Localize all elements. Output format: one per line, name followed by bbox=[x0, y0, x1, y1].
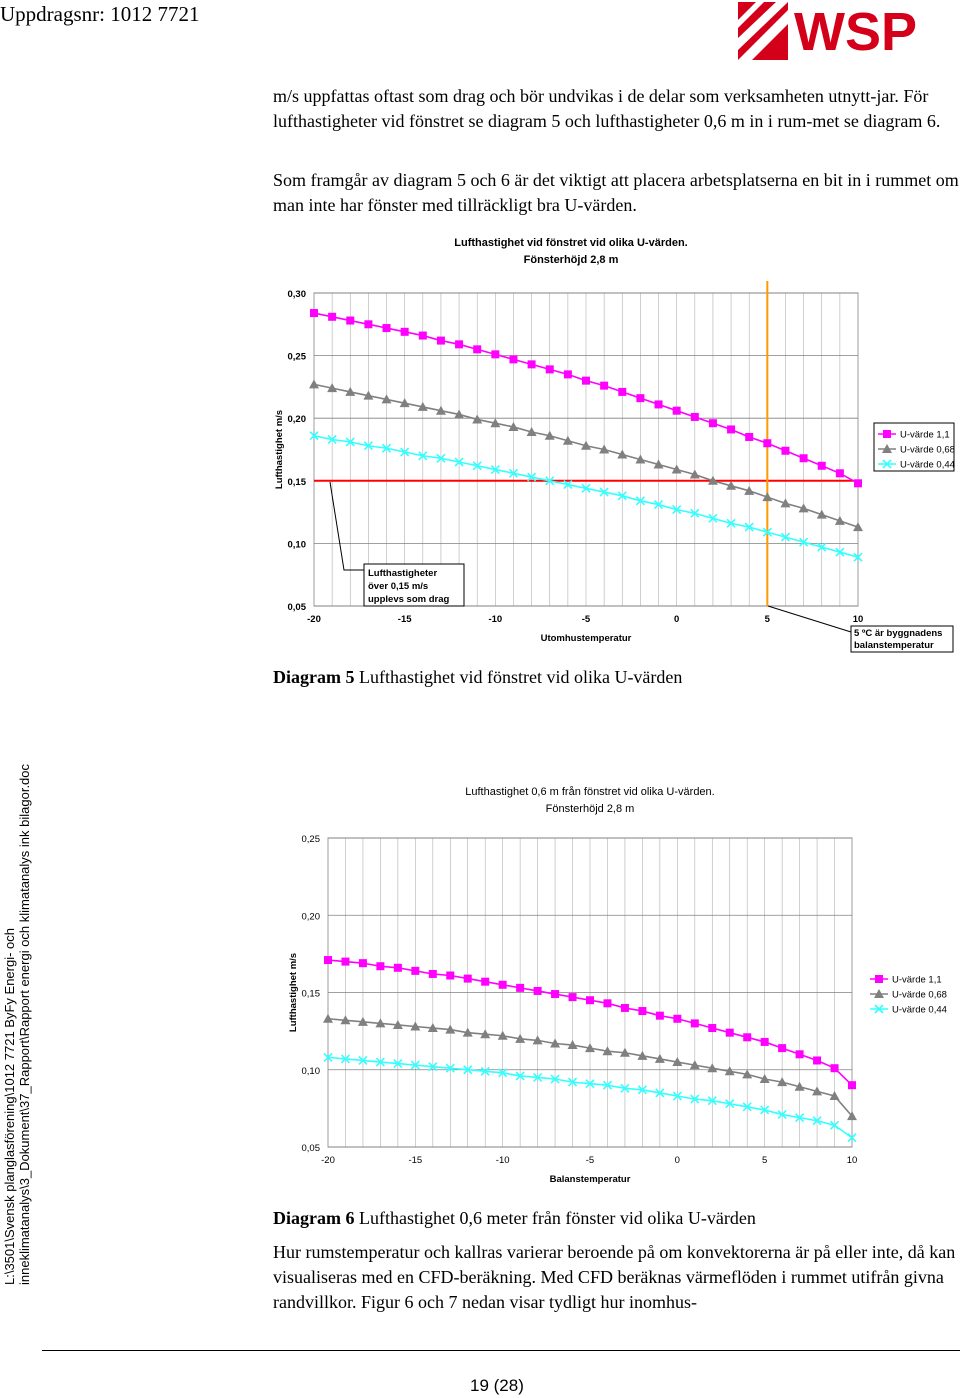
x-tick-label: -15 bbox=[397, 614, 412, 625]
legend-entry: U-värde 1,1 bbox=[892, 974, 942, 986]
data-point bbox=[796, 1050, 804, 1058]
x-tick-label: 10 bbox=[846, 1155, 858, 1166]
caption-text: Lufthastighet 0,6 meter från fönster vid olika U-värden bbox=[354, 1208, 756, 1228]
x-tick-label: 0 bbox=[674, 1155, 680, 1166]
caption-label: Diagram 6 bbox=[273, 1208, 355, 1228]
data-point bbox=[551, 990, 559, 998]
y-tick-label: 0,10 bbox=[287, 539, 306, 551]
drag-annotation-text: upplevs som drag bbox=[368, 594, 450, 605]
y-tick-label: 0,10 bbox=[301, 1065, 320, 1077]
y-tick-label: 0,05 bbox=[301, 1143, 320, 1154]
drag-annotation-text: Lufthastigheter bbox=[368, 568, 438, 579]
page-number: 19 (28) bbox=[470, 1376, 524, 1395]
data-point bbox=[569, 993, 577, 1001]
x-tick-label: -5 bbox=[585, 1155, 595, 1166]
x-tick-label: -10 bbox=[488, 614, 503, 625]
header-title: Uppdragsnr: 1012 7721 bbox=[0, 2, 200, 26]
data-point bbox=[638, 1007, 646, 1015]
x-axis-label: Utomhustemperatur bbox=[540, 633, 632, 644]
y-axis-label: Lufthastighet m/s bbox=[274, 409, 285, 490]
x-tick-label: 0 bbox=[674, 614, 680, 625]
closing-paragraph: Hur rumstemperatur och kallras varierar beroende på om konvektorerna är på eller inte, då kan visualiseras med en CFD-beräkning. Med CFD beräknas värmeflöden i rummet utifrån givna randvillkor. Figur 6 och 7 nedan visar tydligt hur inomhus- bbox=[273, 1242, 956, 1312]
data-point bbox=[761, 1038, 769, 1046]
paragraph-1: m/s uppfattas oftast som drag och bör undvikas i de delar som verksamheten utnytt-jar. För lufthastigheter vid fönstret se diagram 5 och lufthastigheter 0,6 m in i rum-met se diagram 6. bbox=[273, 86, 941, 131]
data-point bbox=[376, 962, 384, 970]
balance-annotation-text: 5 ºC är byggnadens bbox=[854, 628, 943, 639]
chart-title: Lufthastighet 0,6 m från fönstret vid olika U-värden. bbox=[465, 786, 715, 798]
y-axis-label: Lufthastighet m/s bbox=[288, 952, 299, 1033]
legend-entry: U-värde 0,44 bbox=[892, 1004, 947, 1016]
data-point bbox=[813, 1056, 821, 1064]
x-tick-label: -10 bbox=[495, 1155, 510, 1166]
file-path-line-1: L:\3501\Svensk planglasförening\1012 7721 ByFy Energi- och bbox=[2, 927, 17, 1285]
y-tick-label: 0,15 bbox=[301, 988, 320, 1000]
legend-entry: U-värde 0,68 bbox=[892, 989, 947, 1001]
data-point bbox=[359, 959, 367, 967]
legend-entry: U-värde 0,44 bbox=[900, 459, 955, 471]
y-tick-label: 0,20 bbox=[287, 414, 306, 426]
data-point bbox=[516, 984, 524, 992]
diagram-6-caption bbox=[273, 1208, 756, 1229]
x-tick-label: 5 bbox=[762, 1155, 768, 1166]
balance-annotation-text: balanstemperatur bbox=[854, 640, 934, 651]
data-point bbox=[621, 1004, 629, 1012]
chart-subtitle: Fönsterhöjd 2,8 m bbox=[523, 254, 619, 266]
data-point bbox=[586, 996, 594, 1004]
data-point bbox=[831, 1064, 839, 1072]
data-point bbox=[673, 1015, 681, 1023]
drag-annotation-text: över 0,15 m/s bbox=[368, 581, 429, 592]
data-point bbox=[411, 967, 419, 975]
data-point bbox=[464, 975, 472, 983]
data-point bbox=[848, 1081, 856, 1089]
data-point bbox=[603, 999, 611, 1007]
chart-subtitle: Fönsterhöjd 2,8 m bbox=[545, 803, 635, 815]
y-tick-label: 0,20 bbox=[301, 911, 320, 923]
paragraph-2: Som framgår av diagram 5 och 6 är det viktigt att placera arbetsplatserna en bit in i rummet om man inte har fönster med tillräckligt bra U-värden. bbox=[273, 170, 959, 215]
logo-text: WSP bbox=[794, 2, 918, 62]
x-axis-label: Balanstemperatur bbox=[549, 1174, 631, 1185]
legend-entry: U-värde 0,68 bbox=[900, 444, 955, 456]
data-point bbox=[743, 1033, 751, 1041]
footer-rule bbox=[42, 1350, 960, 1351]
x-tick-label: 10 bbox=[852, 614, 864, 625]
y-tick-label: 0,15 bbox=[287, 476, 306, 488]
data-point bbox=[534, 987, 542, 995]
data-point bbox=[341, 958, 349, 966]
data-point bbox=[778, 1044, 786, 1052]
x-tick-label: -5 bbox=[581, 614, 591, 625]
x-tick-label: -20 bbox=[307, 614, 321, 625]
y-tick-label: 0,25 bbox=[287, 351, 306, 363]
file-path-sidebar bbox=[0, 763, 32, 1295]
data-point bbox=[481, 978, 489, 986]
data-point bbox=[656, 1012, 664, 1020]
chart-title: Lufthastighet vid fönstret vid olika U-värden. bbox=[454, 237, 688, 249]
legend-marker bbox=[875, 975, 883, 983]
data-point bbox=[324, 956, 332, 964]
x-tick-label: 5 bbox=[764, 614, 770, 625]
file-path-line-2: inneklimatanalys\3_Dokument\37_Rapport\Rapport energi och klimatanalys ink bilagor.doc bbox=[17, 763, 32, 1285]
y-tick-label: 0,05 bbox=[287, 602, 306, 613]
caption-label: Diagram 5 bbox=[273, 667, 355, 687]
data-point bbox=[726, 1029, 734, 1037]
y-tick-label: 0,25 bbox=[301, 834, 320, 845]
x-tick-label: -20 bbox=[321, 1155, 335, 1166]
data-point bbox=[429, 970, 437, 978]
data-point bbox=[394, 964, 402, 972]
data-point bbox=[691, 1019, 699, 1027]
data-point bbox=[708, 1024, 716, 1032]
caption-text: Lufthastighet vid fönstret vid olika U-värden bbox=[354, 667, 683, 687]
data-point bbox=[446, 972, 454, 980]
x-tick-label: -15 bbox=[408, 1155, 423, 1166]
y-tick-label: 0,30 bbox=[287, 289, 306, 300]
legend-entry: U-värde 1,1 bbox=[900, 429, 950, 441]
data-point bbox=[499, 981, 507, 989]
